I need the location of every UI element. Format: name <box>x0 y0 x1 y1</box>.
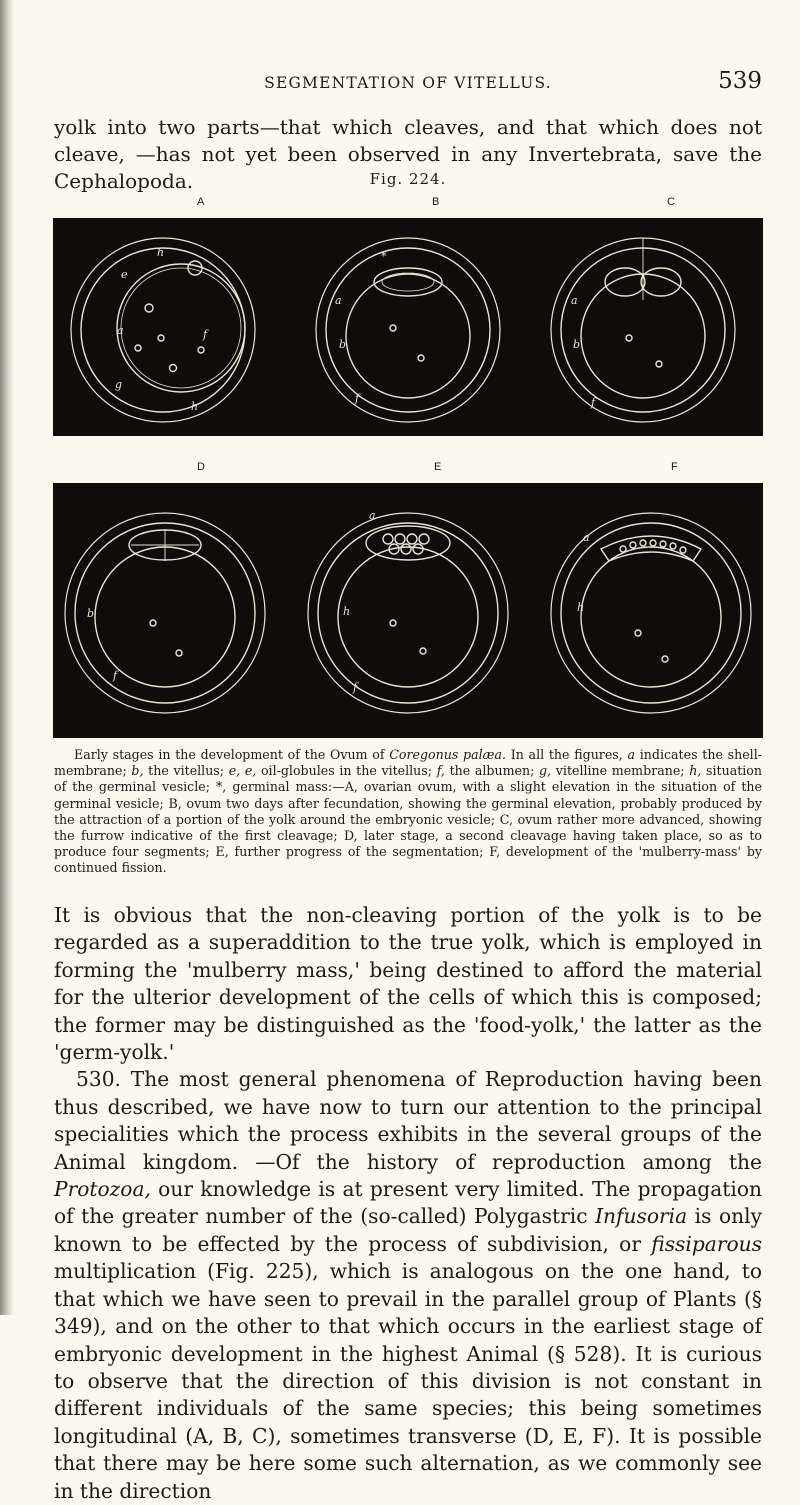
term-fissiparous: fissiparous <box>651 1231 762 1256</box>
label-e-a: a <box>369 509 376 522</box>
label-f-a: a <box>583 531 590 544</box>
para2-text-d: multiplication (Fig. 225), which is analogous on the one hand, to that which we have seen to prevail in the parallel group of Plants (§ 349), and on the other to that which occurs in the earliest stage of embryonic development in the highest Animal (§ 528). It is curious to observe that the direction of this division is not constant in different individuals of the same species; this being sometimes longitudinal (A, B, C), sometimes transverse (D, E, F). It is possible that there may be here some such alternation, as we commonly see in the direction <box>54 1259 762 1503</box>
ovum-b-drawing <box>316 238 500 422</box>
label-f3: f <box>591 396 596 409</box>
label-g: g <box>115 378 123 391</box>
label-d-f: f <box>113 669 118 682</box>
page-header <box>54 68 762 98</box>
figure-bottom-svg <box>53 483 763 738</box>
label-b2: b <box>573 338 581 351</box>
caption-text-4: the vitellus; <box>143 763 229 779</box>
figure-top-svg <box>53 218 763 436</box>
top-panel-letters <box>54 196 762 214</box>
panel-letter-e: E <box>434 461 442 473</box>
label-h: h <box>157 246 165 259</box>
caption-letter-e: e, e, <box>228 763 257 779</box>
caption-text-6: the albumen; <box>444 763 540 779</box>
caption-species: Coregonus palæa. <box>389 747 506 762</box>
label-a2: a <box>335 294 342 307</box>
panel-letter-f: F <box>671 461 678 473</box>
figure-plate-top <box>53 218 763 436</box>
ovum-e-drawing <box>308 513 508 713</box>
label-f: f <box>203 328 208 341</box>
caption-text-2: In all the figures, <box>505 747 628 762</box>
caption-letter-b: b, <box>131 763 144 779</box>
caption-text-7: vitelline membrane; <box>551 763 690 779</box>
caption-letter-a: a <box>627 747 636 762</box>
label-f2: f <box>355 392 360 405</box>
label-f-h: h <box>577 601 585 614</box>
ovum-a-drawing <box>71 238 255 422</box>
ovum-d-drawing <box>65 513 265 713</box>
ovum-c-drawing <box>551 238 735 422</box>
caption-letter-g: g, <box>539 763 552 779</box>
paragraph-1: It is obvious that the non-cleaving portion of the yolk is to be regarded as a superaddition to the true yolk, which is employed in forming the 'mulberry mass,' being destined to afford the material for the ulterior development of the cells of which this is composed; the former may be distinguished as the 'food-yolk,' the latter as the 'germ-yolk.' <box>54 903 762 1065</box>
caption-text-8: situation of the germinal vesicle; *, germinal mass:—A, ovarian ovum, with a slight elevation in the situation of the germinal vesicle; B, ovum two days after fecundation, showing the germinal elevation, probably produced by the attraction of a portion of the yolk around the embryonic vesicle; C, ovum rather more advanced, showing the furrow indicative of the first cleavage; D, later stage, a second cleavage having taken place, so as to produce four segments; E, further progress of the segmentation; F, development of the 'mulberry-mass' by continued fission. <box>54 763 762 876</box>
label-a3: a <box>571 294 578 307</box>
caption-text-1: Early stages in the development of the Ovum of <box>74 747 390 762</box>
figure-label: Fig. 224. <box>369 170 447 188</box>
para2-text-a: 530. The most general phenomena of Reproduction having been thus described, we have now to turn our attention to the principal specialities which the process exhibits in the several groups of the Animal kingdom. —Of the history of reproduction among the <box>54 1067 762 1174</box>
page-edge-shadow <box>0 0 14 1315</box>
label-e-f: f <box>353 681 358 694</box>
term-protozoa: Protozoa, <box>54 1177 151 1202</box>
paragraph-530 <box>54 1066 762 1505</box>
label-h2: h <box>191 400 199 413</box>
term-infusoria: Infusoria <box>595 1204 688 1229</box>
label-d-b: b <box>87 607 95 620</box>
body-text <box>54 902 762 1505</box>
label-e-h: h <box>343 605 351 618</box>
caption-letter-f: f, <box>436 763 445 779</box>
label-a: a <box>117 324 124 337</box>
panel-letter-a: A <box>197 196 205 208</box>
panel-letter-b: B <box>432 196 440 208</box>
caption-text-5: oil-globules in the vitellus; <box>256 763 437 779</box>
bottom-panel-letters <box>54 461 762 479</box>
panel-letter-c: C <box>667 196 675 208</box>
caption-text-3: indicates the shell-membrane; <box>54 747 762 779</box>
intro-paragraph: yolk into two parts—that which cleaves, and that which does not cleave, —has not yet been observed in any Invertebrata, save the Cephalopoda. <box>54 115 762 193</box>
page-number: 539 <box>718 68 762 94</box>
figure-plate-bottom <box>53 483 763 738</box>
label-e: e <box>121 268 128 281</box>
caption-letter-h: h, <box>689 763 702 779</box>
figure-caption <box>54 747 762 877</box>
panel-letter-d: D <box>197 461 205 473</box>
para2-text-c: is only known to be effected by the process of subdivision, or <box>54 1204 762 1256</box>
label-b: b <box>339 338 347 351</box>
running-head: SEGMENTATION OF VITELLUS. <box>264 74 552 92</box>
label-star: * <box>381 250 387 263</box>
para2-text-b: our knowledge is at present very limited. The propagation of the greater number of the (so-called) Polygastric <box>54 1177 762 1229</box>
